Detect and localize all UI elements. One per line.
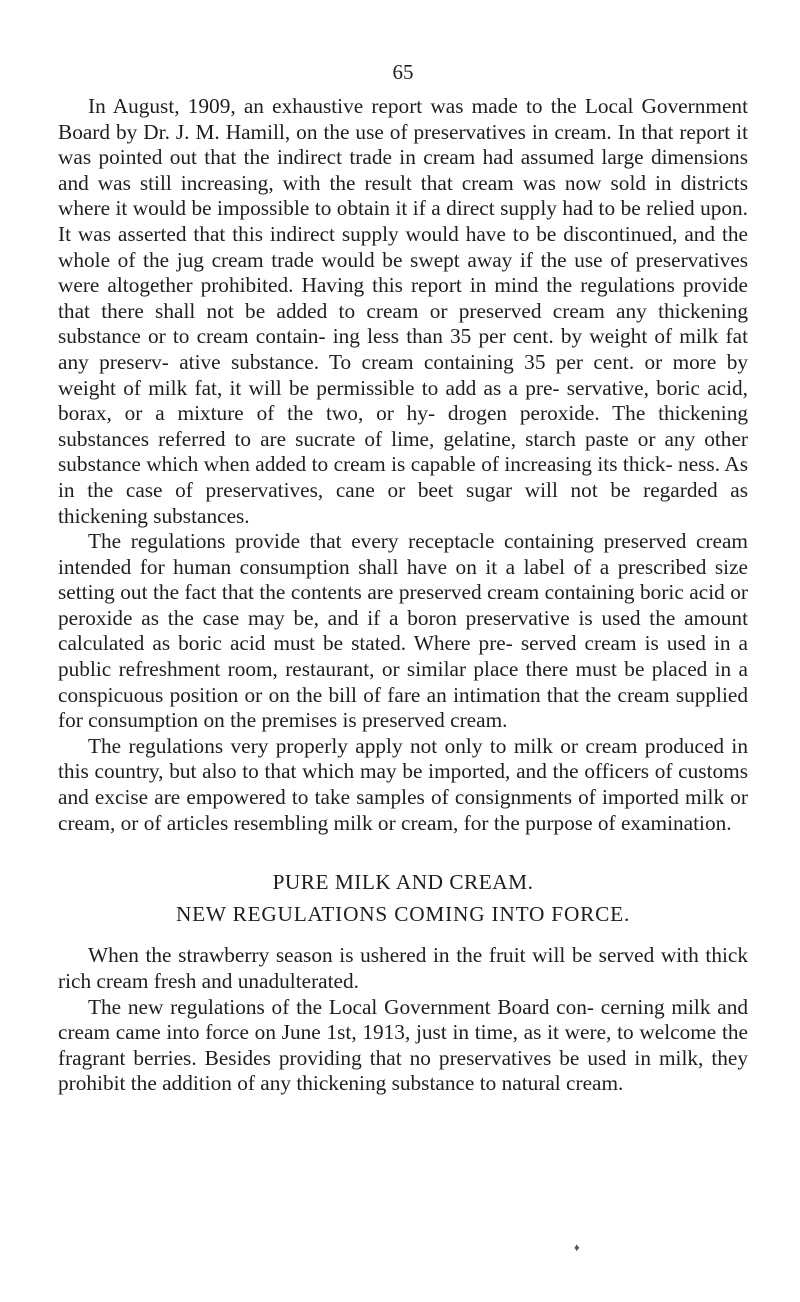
body-text	[58, 94, 748, 1097]
page-number: 65	[392, 60, 414, 84]
paragraph-strawberry: When the strawberry season is ushered in the fruit will be served with thick rich cream fresh and unadulterated.	[58, 943, 748, 993]
section-heading: PURE MILK AND CREAM.	[272, 870, 534, 895]
paragraph-new-regulations: The new regulations of the Local Government Board con- cerning milk and cream came into force on June 1st, 1913, just in time, as it were, to welcome the fragrant berries. Besides providing that no preservatives be used in milk, they prohibit the addition of any thickening substance to natural cream.	[58, 994, 748, 1096]
stray-ink-mark: ♦	[574, 1242, 580, 1254]
section-subheading: NEW REGULATIONS COMING INTO FORCE.	[175, 901, 631, 926]
paragraph-report: In August, 1909, an exhaustive report was made to the Local Government Board by Dr. J. M. Hamill, on the use of preservatives in cream. In that report it was pointed out that the indirect trade in cream had assumed large dimensions and was still increasing, with the result that cream was now sold in districts where it would be impossible to obtain it if a direct supply had to be relied upon. It was asserted that this indirect supply would have to be discontinued, and the whole of the jug cream trade would be swept away if the use of preservatives were altogether prohibited. Having this report in mind the regulations provide that there shall not be added to cream or preserved cream any thickening substance or to cream contain- ing less than 35 per cent. by weight of milk fat any preserv- ative substance. To cream containing 35 per cent. or more by weight of milk fat, it will be permissible to add as a pre- servative, boric acid, borax, or a mixture of the two, or hy- drogen peroxide. The thickening substances referred to are sucrate of lime, gelatine, starch paste or any other substance which when added to cream is capable of increasing its thick- ness. As in the case of preservatives, cane or beet sugar will not be regarded as thickening substances.	[58, 94, 748, 528]
paragraph-imports: The regulations very properly apply not only to milk or cream produced in this country, but also to that which may be imported, and the officers of customs and excise are empowered to take samples of consignments of imported milk or cream, or of articles resembling milk or cream, for the purpose of examination.	[58, 733, 748, 835]
paragraph-labelling: The regulations provide that every receptacle containing preserved cream intended for human consumption shall have on it a label of a prescribed size setting out the fact that the contents are preserved cream containing boric acid or peroxide as the case may be, and if a boron preservative is used the amount calculated as boric acid must be stated. Where pre- served cream is used in a public refreshment room, restaurant, or similar place there must be placed in a conspicuous position or on the bill of fare an intimation that the cream supplied for consumption on the premises is preserved cream.	[58, 529, 748, 733]
